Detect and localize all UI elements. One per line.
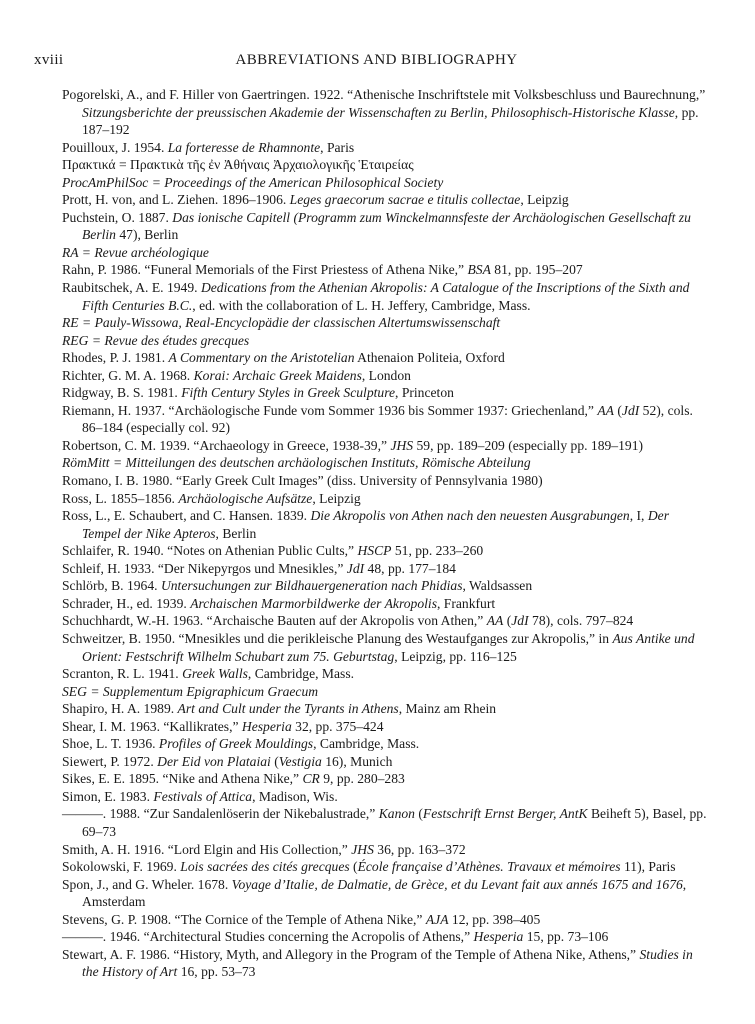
entry-text: Πρακτικά = Πρακτικὰ τῆς ἐν Ἀθήναις Ἀρχαιολογικῆς Ἑταιρείας bbox=[62, 157, 414, 173]
entry-text: Robertson, C. M. 1939. “Archaeology in Greece, 1938-39,” bbox=[62, 437, 391, 453]
entry-text: , Cambridge, Mass. bbox=[313, 736, 420, 752]
entry-text: , I, bbox=[629, 508, 648, 524]
entry-text: , Paris bbox=[320, 139, 355, 155]
entry-text: Sokolowski, F. 1969. bbox=[62, 859, 181, 875]
entry-text: Ross, L. 1855–1856. bbox=[62, 490, 179, 506]
entry-text: , Mainz am Rhein bbox=[398, 701, 497, 717]
bibliography-entry bbox=[62, 770, 711, 788]
bibliography-entry bbox=[62, 437, 711, 455]
bibliography-entry bbox=[62, 490, 711, 508]
entry-text: Beiheft 5), Basel, pp. 69–73 bbox=[82, 806, 707, 839]
bibliography-entry bbox=[62, 402, 711, 437]
entry-italic-text: RE = Pauly-Wissowa, Real-Encyclopädie der classischen Altertumswissenschaft bbox=[62, 315, 501, 331]
bibliography-entry bbox=[62, 472, 711, 490]
entry-text: Schlörb, B. 1964. bbox=[62, 578, 161, 594]
bibliography-entry bbox=[62, 261, 711, 279]
bibliography-entry bbox=[62, 332, 711, 350]
entry-text: 12, pp. 398–405 bbox=[448, 911, 541, 927]
entry-italic-text: Art and Cult under the Tyrants in Athens bbox=[177, 701, 399, 717]
bibliography-entry bbox=[62, 928, 711, 946]
bibliography-entry bbox=[62, 876, 711, 911]
entry-italic-text: A Commentary on the Aristotelian bbox=[168, 350, 355, 366]
bibliography-entry bbox=[62, 805, 711, 840]
bibliography-entry bbox=[62, 244, 711, 262]
entry-text: , pp. 187–192 bbox=[82, 104, 699, 138]
entry-italic-text: Festivals of Attica bbox=[153, 788, 253, 804]
bibliography-entry bbox=[62, 665, 711, 683]
entry-italic-text: Archäologische Aufsätze bbox=[178, 490, 313, 506]
entry-text: , ed. with the collaboration of L. H. Jeffery, Cambridge, Mass. bbox=[192, 297, 531, 313]
entry-text: 15, pp. 73–106 bbox=[523, 929, 609, 945]
entry-text: Shoe, L. T. 1936. bbox=[62, 736, 159, 752]
entry-italic-text: Archaischen Marmorbildwerke der Akropolis bbox=[190, 595, 437, 611]
entry-italic-text: RA = Revue archéologique bbox=[62, 244, 209, 260]
bibliography-entry bbox=[62, 841, 711, 859]
entry-italic-text: ProcAmPhilSoc = Proceedings of the American Philosophical Society bbox=[62, 174, 444, 190]
bibliography-entry bbox=[62, 454, 711, 472]
bibliography-entry bbox=[62, 630, 711, 665]
bibliography-entry bbox=[62, 858, 711, 876]
entry-text: 36, pp. 163–372 bbox=[373, 841, 466, 857]
entry-italic-text: AA bbox=[486, 613, 504, 629]
entry-italic-text: Profiles of Greek Mouldings bbox=[158, 736, 314, 752]
entry-italic-text: AA bbox=[597, 402, 614, 418]
entry-italic-text: Fifth Century Styles in Greek Sculpture bbox=[181, 385, 396, 401]
entry-text: ———. 1988. “Zur Sandalenlöserin der Nikebalustrade,” bbox=[62, 806, 379, 822]
entry-text: ( bbox=[613, 402, 622, 418]
entry-italic-text: École française d’Athènes. Travaux et mémoires bbox=[357, 859, 621, 875]
bibliography-entry bbox=[62, 174, 711, 192]
entry-text: ( bbox=[270, 753, 279, 769]
entry-text: , London bbox=[361, 367, 411, 383]
bibliography-entry bbox=[62, 86, 711, 139]
entry-text: Pogorelski, A., and F. Hiller von Gaertringen. 1922. “Athenische Inschriftstele mit Volksbeschluss und Baurechnung,” bbox=[62, 87, 706, 102]
entry-text: Scranton, R. L. 1941. bbox=[62, 666, 183, 682]
entry-text: , Waldsassen bbox=[462, 578, 533, 594]
entry-text: Shear, I. M. 1963. “Kallikrates,” bbox=[62, 718, 242, 734]
entry-text: , Madison, Wis. bbox=[252, 788, 338, 804]
entry-text: ( bbox=[414, 806, 423, 822]
bibliography-entry bbox=[62, 560, 711, 578]
bibliography-entry bbox=[62, 384, 711, 402]
entry-text: Stewart, A. F. 1986. “History, Myth, and Allegory in the Program of the Temple of Athena Nike, Athens,” bbox=[62, 946, 640, 962]
entry-italic-text: AJA bbox=[425, 911, 449, 927]
entry-text: Schuchhardt, W.-H. 1963. “Archaische Bauten auf der Akropolis von Athen,” bbox=[62, 613, 487, 629]
entry-text: Athenaion Politeia, Oxford bbox=[354, 350, 505, 366]
entry-text: Romano, I. B. 1980. “Early Greek Cult Images” (diss. University of Pennsylvania 1980) bbox=[62, 473, 543, 489]
entry-italic-text: HSCP bbox=[357, 543, 392, 559]
entry-italic-text: Das ionische Capitell (Programm zum Winckelmannsfeste der Archäologischen Gesellschaft zu Berlin bbox=[82, 209, 691, 243]
entry-italic-text: BSA bbox=[467, 262, 491, 278]
entry-text: , Leipzig, pp. 116–125 bbox=[394, 648, 517, 664]
entry-text: Smith, A. H. 1916. “Lord Elgin and His Collection,” bbox=[62, 841, 352, 857]
entry-text: Rahn, P. 1986. “Funeral Memorials of the First Priestess of Athena Nike,” bbox=[62, 262, 468, 278]
entry-text: Shapiro, H. A. 1989. bbox=[62, 701, 178, 717]
entry-text: , Leipzig bbox=[520, 192, 569, 208]
entry-italic-text: Voyage d’Italie, de Dalmatie, de Grèce, et du Levant fait aux annés 1675 and 1676 bbox=[231, 876, 683, 892]
entry-text: 59, pp. 189–209 (especially pp. 189–191) bbox=[413, 437, 644, 453]
entry-text: Prott, H. von, and L. Ziehen. 1896–1906. bbox=[62, 192, 290, 208]
entry-italic-text: Hesperia bbox=[241, 718, 292, 734]
entry-text: 11), Paris bbox=[620, 859, 676, 875]
entry-text: 9, pp. 280–283 bbox=[319, 771, 405, 787]
entry-text: Raubitschek, A. E. 1949. bbox=[62, 280, 201, 296]
bibliography-entry bbox=[62, 156, 711, 174]
page-header bbox=[34, 52, 711, 72]
entry-text: 81, pp. 195–207 bbox=[490, 262, 583, 278]
entry-text: Spon, J., and G. Wheler. 1678. bbox=[62, 876, 232, 892]
entry-text: Ross, L., E. Schaubert, and C. Hansen. 1839. bbox=[62, 508, 311, 524]
entry-italic-text: REG = Revue des études grecques bbox=[62, 332, 250, 348]
entry-italic-text: CR bbox=[302, 771, 320, 787]
bibliography-list bbox=[62, 86, 711, 981]
bibliography-entry bbox=[62, 367, 711, 385]
bibliography-entry bbox=[62, 279, 711, 314]
entry-text: Schrader, H., ed. 1939. bbox=[62, 595, 191, 611]
entry-text: Schlaifer, R. 1940. “Notes on Athenian Public Cults,” bbox=[62, 543, 358, 559]
entry-text: ( bbox=[349, 859, 358, 875]
entry-italic-text: Der Eid von Plataiai bbox=[157, 753, 271, 769]
entry-italic-text: Leges graecorum sacrae e titulis collectae bbox=[289, 192, 521, 208]
entry-text: 51, pp. 233–260 bbox=[391, 543, 484, 559]
entry-text: 52), cols. 86–184 (especially col. 92) bbox=[82, 402, 693, 436]
bibliography-entry bbox=[62, 314, 711, 332]
entry-italic-text: RömMitt = Mitteilungen des deutschen archäologischen Instituts, Römische Abteilung bbox=[62, 455, 531, 471]
entry-italic-text: Aus Antike und Orient: Festschrift Wilhelm Schubart zum 75. Geburtstag bbox=[82, 630, 695, 664]
entry-text: Sikes, E. E. 1895. “Nike and Athena Nike,” bbox=[62, 771, 303, 787]
entry-text: , Cambridge, Mass. bbox=[247, 666, 355, 682]
entry-italic-text: Sitzungsberichte der preussischen Akademie der Wissenschaften zu Berlin, Philosophisch-Historische Klasse bbox=[82, 104, 675, 120]
entry-italic-text: Hesperia bbox=[473, 929, 524, 945]
entry-text: 47), Berlin bbox=[115, 227, 179, 243]
bibliography-entry bbox=[62, 191, 711, 209]
entry-text: 16), Munich bbox=[321, 753, 393, 769]
page-number: xviii bbox=[34, 52, 64, 68]
entry-text: 78), cols. 797–824 bbox=[528, 613, 634, 629]
running-title: ABBREVIATIONS AND BIBLIOGRAPHY bbox=[235, 52, 518, 68]
entry-text: Stevens, G. P. 1908. “The Cornice of the Temple of Athena Nike,” bbox=[62, 911, 426, 927]
entry-text: , Frankfurt bbox=[436, 595, 496, 611]
bibliography-entry bbox=[62, 542, 711, 560]
entry-italic-text: Greek Walls bbox=[182, 666, 248, 682]
bibliography-entry bbox=[62, 946, 711, 981]
bibliography-entry bbox=[62, 595, 711, 613]
entry-text: 48, pp. 177–184 bbox=[364, 560, 456, 576]
entry-text: Simon, E. 1983. bbox=[62, 788, 154, 804]
entry-italic-text: JdI bbox=[511, 613, 529, 629]
entry-italic-text: Lois sacrées des cités grecques bbox=[180, 859, 350, 875]
entry-italic-text: JHS bbox=[351, 841, 374, 857]
entry-text: Ridgway, B. S. 1981. bbox=[62, 385, 182, 401]
entry-text: Richter, G. M. A. 1968. bbox=[62, 367, 194, 383]
bibliography-entry bbox=[62, 700, 711, 718]
bibliography-entry bbox=[62, 209, 711, 244]
entry-text: Schleif, H. 1933. “Der Nikepyrgos und Mnesikles,” bbox=[62, 560, 347, 576]
entry-italic-text: Festschrift Ernst Berger, AntK bbox=[422, 806, 588, 822]
bibliography-entry bbox=[62, 735, 711, 753]
entry-text: Riemann, H. 1937. “Archäologische Funde vom Sommer 1936 bis Sommer 1937: Griechenland,” bbox=[62, 402, 598, 418]
entry-italic-text: JHS bbox=[390, 437, 414, 453]
entry-text: Pouilloux, J. 1954. bbox=[62, 139, 168, 155]
entry-text: , Amsterdam bbox=[82, 876, 687, 910]
bibliography-entry bbox=[62, 612, 711, 630]
entry-text: Puchstein, O. 1887. bbox=[62, 209, 173, 225]
entry-italic-text: JdI bbox=[621, 402, 640, 418]
entry-text: 16, pp. 53–73 bbox=[177, 964, 256, 980]
entry-text: 32, pp. 375–424 bbox=[291, 718, 384, 734]
bibliography-entry bbox=[62, 139, 711, 157]
entry-italic-text: Der Tempel der Nike Apteros bbox=[82, 508, 669, 541]
entry-text: Schweitzer, B. 1950. “Mnesikles und die perikleische Planung des Westaufganges zur Akropolis,” in bbox=[62, 630, 613, 646]
bibliography-entry bbox=[62, 788, 711, 806]
bibliography-entry bbox=[62, 753, 711, 771]
bibliography-entry bbox=[62, 683, 711, 701]
entry-text: ———. 1946. “Architectural Studies concerning the Acropolis of Athens,” bbox=[62, 929, 474, 945]
entry-text: , Princeton bbox=[395, 385, 454, 401]
entry-text: Siewert, P. 1972. bbox=[62, 753, 158, 769]
entry-italic-text: SEG = Supplementum Epigraphicum Graecum bbox=[62, 683, 319, 699]
entry-italic-text: Studies in the History of Art bbox=[82, 946, 693, 980]
entry-italic-text: Untersuchungen zur Bildhauergeneration nach Phidias bbox=[160, 578, 463, 594]
entry-italic-text: Vestigia bbox=[278, 753, 322, 769]
entry-text: , Leipzig bbox=[312, 490, 361, 506]
bibliography-entry bbox=[62, 577, 711, 595]
entry-text: , Berlin bbox=[215, 525, 257, 541]
entry-italic-text: Kanon bbox=[378, 806, 415, 822]
bibliography-entry bbox=[62, 349, 711, 367]
entry-italic-text: Korai: Archaic Greek Maidens bbox=[193, 367, 362, 383]
entry-italic-text: JdI bbox=[346, 560, 365, 576]
entry-text: ( bbox=[503, 613, 512, 629]
entry-italic-text: Dedications from the Athenian Akropolis: A Catalogue of the Inscriptions of the Sixth and Fifth Centuries B.C. bbox=[82, 280, 690, 313]
entry-italic-text: La forteresse de Rhamnonte bbox=[167, 139, 321, 155]
bibliography-entry bbox=[62, 911, 711, 929]
bibliography-entry bbox=[62, 507, 711, 542]
entry-italic-text: Die Akropolis von Athen nach den neuesten Ausgrabungen bbox=[310, 508, 630, 524]
bibliography-entry bbox=[62, 718, 711, 736]
entry-text: Rhodes, P. J. 1981. bbox=[62, 350, 169, 366]
